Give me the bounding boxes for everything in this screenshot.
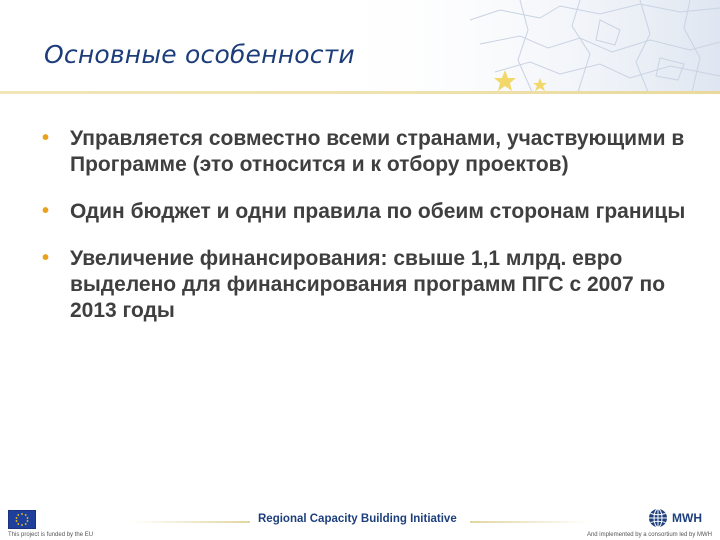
bullet-marker-icon: • xyxy=(42,200,50,222)
header-divider xyxy=(0,91,720,94)
bullet-item xyxy=(40,199,700,225)
initiative-name: Regional Capacity Building Initiative xyxy=(258,513,457,525)
bullet-marker-icon: • xyxy=(42,247,50,269)
eu-flag-icon xyxy=(8,510,36,529)
bullet-text: Управляется совместно всеми странами, участвующими в Программе (это относится и к отбору проектов) xyxy=(70,127,685,176)
mwh-logo: MWH xyxy=(672,511,702,525)
bullet-item xyxy=(40,126,700,178)
globe-icon xyxy=(648,508,668,528)
bullet-item xyxy=(40,246,700,324)
bullet-list xyxy=(40,126,700,324)
footer-divider-right xyxy=(470,521,590,523)
bullet-text: Один бюджет и одни правила по обеим сторонам границы xyxy=(70,200,686,223)
slide-header xyxy=(0,0,720,92)
footer-divider-left xyxy=(130,521,250,523)
slide-footer xyxy=(0,505,720,540)
implementation-note: And implemented by a consortium led by MWH xyxy=(586,532,712,538)
slide-title: Основные особенности xyxy=(44,40,355,69)
bullet-marker-icon: • xyxy=(42,127,50,149)
bullet-text: Увеличение финансирования: свыше 1,1 млрд. евро выделено для финансирования программ ПГС с 2007 по 2013 годы xyxy=(70,247,666,322)
funding-note: This project is funded by the EU xyxy=(8,532,94,538)
